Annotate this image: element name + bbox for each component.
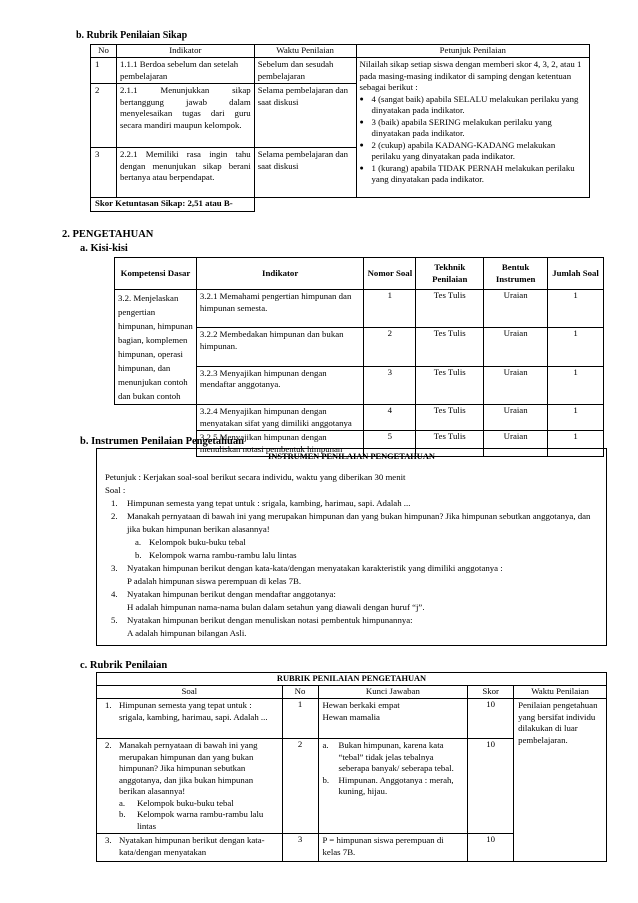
- kisi-bentuk: Uraian: [484, 366, 548, 404]
- list-item: ● 3 (baik) apabila SERING melakukan perilaku yang dinyatakan pada indikator.: [360, 117, 586, 140]
- kisi-jumlah: 1: [548, 290, 604, 328]
- rubrik-waktu: Penilaian pengetahuan yang bersifat individu dilakukan di luar pembelajaran.: [514, 699, 607, 862]
- sikap-petunjuk-cell: [356, 58, 589, 198]
- list-item: 1. Himpunan semesta yang tepat untuk : srigala, kambing, harimau, sapi. Adalah ...: [111, 497, 411, 508]
- kisi-indikator: 3.2.4 Menyajikan himpunan dengan menyatakan sifat yang dimiliki anggotanya: [196, 405, 364, 431]
- rubrik-skor: 10: [468, 834, 514, 862]
- sikap-row-waktu: Sebelum dan sesudah pembelajaran: [254, 58, 356, 84]
- list-item: ● 2 (cukup) apabila KADANG-KADANG melakukan perilaku yang dinyatakan pada indikator.: [360, 140, 586, 163]
- kisi-jumlah: 1: [548, 328, 604, 366]
- sikap-row-waktu: Selama pembelajaran dan saat diskusi: [254, 148, 356, 198]
- kisi-bentuk: Uraian: [484, 328, 548, 366]
- list-item: 5. Nyatakan himpunan berikut dengan menuliskan notasi pembentuk himpunannya: A adalah himpunan bilangan Asli.: [111, 614, 413, 638]
- section-heading-pengetahuan: 2. PENGETAHUAN: [62, 229, 154, 240]
- rubrik-header: No: [282, 686, 318, 699]
- instrumen-soal-list: [105, 497, 598, 640]
- kisi-header: Bentuk Instrumen: [484, 258, 548, 290]
- rubrik-kunci: P = himpunan siswa perempuan di kelas 7B.: [318, 834, 468, 862]
- sikap-row-no: 1: [91, 58, 117, 84]
- section-heading-kisi: a. Kisi-kisi: [80, 243, 128, 254]
- kisi-indikator: 3.2.2 Membedakan himpunan dan bukan himpunan.: [196, 328, 364, 366]
- rubrik-header: Waktu Penilaian: [514, 686, 607, 699]
- sikap-row-waktu: Selama pembelajaran dan saat diskusi: [254, 84, 356, 148]
- rubrik-soal: 2. Manakah pernyataan di bawah ini yang merupakan himpunan dan yang bukan himpunan? Jika himpunan sebutkan anggotanya, dan jika bukan himpunan berikan alasannya! a. Kelompok buku-buku tebal b. Kelompok warna rambu-rambu lalu lintas: [97, 739, 283, 834]
- list-item: ● 4 (sangat baik) apabila SELALU melakukan perilaku yang dinyatakan pada indikator.: [360, 94, 586, 117]
- section-heading-rubrik: c. Rubrik Penilaian: [80, 660, 168, 671]
- list-item: 4. Nyatakan himpunan berikut dengan mendaftar anggotanya: H adalah himpunan nama-nama bulan dalam setahun yang diawali dengan huruf “j”.: [111, 588, 425, 612]
- kisi-bentuk: Uraian: [484, 431, 548, 457]
- kisi-teknik: Tes Tulis: [416, 366, 484, 404]
- sikap-row-no: 3: [91, 148, 117, 198]
- kisi-jumlah: 1: [548, 405, 604, 431]
- rubrik-table: [96, 672, 607, 862]
- list-item: 3. Nyatakan himpunan berikut dengan kata-kata/dengan menyatakan karakteristik yang dimiliki anggotanya : P adalah himpunan siswa perempuan di kelas 7B.: [111, 562, 503, 586]
- kisi-teknik: Tes Tulis: [416, 328, 484, 366]
- rubrik-header: Kunci Jawaban: [318, 686, 468, 699]
- rubrik-no: 2: [282, 739, 318, 834]
- sikap-row-indikator: 2.2.1 Memiliki rasa ingin tahu dengan menunjukan sikap berani bertanya atau berpendapat.: [116, 148, 254, 198]
- kisi-header: Nomor Soal: [364, 258, 416, 290]
- instrumen-soal-label: Soal :: [105, 484, 126, 495]
- sikap-header-indikator: Indikator: [116, 45, 254, 58]
- rubrik-header: Skor: [468, 686, 514, 699]
- list-item: ● 1 (kurang) apabila TIDAK PERNAH melakukan perilaku yang dinyatakan pada indikator.: [360, 163, 586, 186]
- kisi-teknik: Tes Tulis: [416, 431, 484, 457]
- kisi-jumlah: 1: [548, 431, 604, 457]
- sikap-row-no: 2: [91, 84, 117, 148]
- rubrik-skor: 10: [468, 699, 514, 739]
- sikap-footer: Skor Ketuntasan Sikap: 2,51 atau B-: [91, 198, 255, 212]
- kisi-indikator: 3.2.1 Memahami pengertian himpunan dan himpunan semesta.: [196, 290, 364, 328]
- petunjuk-intro: Nilailah sikap setiap siswa dengan memberi skor 4, 3, 2, atau 1 pada masing-masing indikator di samping dengan ketentuan sebagai berikut :: [359, 59, 582, 92]
- rubrik-header: Soal: [97, 686, 283, 699]
- kisi-teknik: Tes Tulis: [416, 405, 484, 431]
- rubrik-kunci: Hewan berkaki empat Hewan mamalia: [318, 699, 468, 739]
- kisi-indikator: 3.2.5 Menyajikan himpunan dengan menuliskan notasi pembentuk himpunan: [196, 431, 364, 457]
- section-heading-sikap: b. Rubrik Penilaian Sikap: [76, 30, 188, 41]
- kisi-header: Tekhnik Penilaian: [416, 258, 484, 290]
- kisi-jumlah: 1: [548, 366, 604, 404]
- rubrik-no: 1: [282, 699, 318, 739]
- petunjuk-list: [360, 94, 586, 186]
- sikap-header-waktu: Waktu Penilaian: [254, 45, 356, 58]
- section-heading-instrumen: b. Instrumen Penilaian Pengetahuan: [80, 436, 244, 447]
- list-item: 2. Manakah pernyataan di bawah ini yang merupakan himpunan dan yang bukan himpunan? Jika himpunan sebutkan anggotanya, dan jika bukan himpunan berikan alasannya! a. Kelompok buku-buku tebal b. Kelompok warna rambu-rambu lalu lintas: [111, 510, 591, 560]
- kisi-indikator: 3.2.3 Menyajikan himpunan dengan mendaftar anggotanya.: [196, 366, 364, 404]
- kisi-nomor: 5: [364, 431, 416, 457]
- instrumen-box: [96, 448, 607, 646]
- kisi-bentuk: Uraian: [484, 290, 548, 328]
- instrumen-title: INSTRUMEN PENILAIAN PENGETAHUAN: [268, 452, 435, 461]
- kisi-nomor: 4: [364, 405, 416, 431]
- kisi-nomor: 3: [364, 366, 416, 404]
- rubrik-no: 3: [282, 834, 318, 862]
- sikap-row-indikator: 2.1.1 Menunjukkan sikap bertanggung jawab dalam menyelesaikan tugas dari guru secara mandiri maupun kelompok.: [116, 84, 254, 148]
- sikap-header-no: No: [91, 45, 117, 58]
- rubrik-skor: 10: [468, 739, 514, 834]
- kompetensi-dasar: 3.2. Menjelaskan pengertian himpunan, himpunan bagian, komplemen himpunan, operasi himpunan, dan menunjukan contoh dan bukan contoh: [115, 290, 197, 405]
- kisi-teknik: Tes Tulis: [416, 290, 484, 328]
- rubrik-soal: 1. Himpunan semesta yang tepat untuk : srigala, kambing, harimau, sapi. Adalah ...: [97, 699, 283, 739]
- sikap-row-indikator: 1.1.1 Berdoa sebelum dan setelah pembelajaran: [116, 58, 254, 84]
- rubrik-title: RUBRIK PENILAIAN PENGETAHUAN: [97, 673, 607, 686]
- kisi-nomor: 2: [364, 328, 416, 366]
- sikap-header-petunjuk: Petunjuk Penilaian: [356, 45, 589, 58]
- sikap-table: [90, 44, 590, 212]
- instrumen-petunjuk: Petunjuk : Kerjakan soal-soal berikut secara individu, waktu yang diberikan 30 menit: [105, 471, 406, 482]
- kisi-header: Indikator: [196, 258, 364, 290]
- kisi-header: Kompetensi Dasar: [115, 258, 197, 290]
- rubrik-soal: 3. Nyatakan himpunan berikut dengan kata-kata/dengan menyatakan: [97, 834, 283, 862]
- kisi-bentuk: Uraian: [484, 405, 548, 431]
- kisi-table: [114, 257, 604, 457]
- kisi-header: Jumlah Soal: [548, 258, 604, 290]
- rubrik-kunci: a. Bukan himpunan, karena kata “tebal” tidak jelas tebalnya seberapa banyak/ seberapa tebal. b. Himpunan. Anggotanya : merah, kuning, hijau.: [318, 739, 468, 834]
- kisi-nomor: 1: [364, 290, 416, 328]
